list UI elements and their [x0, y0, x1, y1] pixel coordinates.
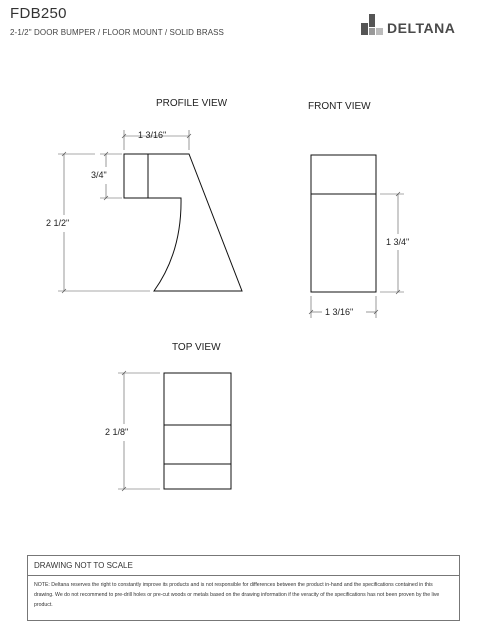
product-description: 2-1/2" DOOR BUMPER / FLOOR MOUNT / SOLID BRASS [10, 28, 224, 37]
profile-width-label: 1 3/16" [138, 130, 167, 140]
footer-note: NOTE: Deltana reserves the right to constantly improve its products and is not responsible for differences between the product in-hand and the specifications contained in this drawing. We do not recommend to pre-drill holes or pre-cut woods or metals based on the drawing information if the veracity of the specifications has not been proven by the live product. [34, 582, 440, 608]
product-code: FDB250 [10, 5, 67, 22]
front-width-label: 1 3/16" [325, 307, 354, 317]
footer-heading: DRAWING NOT TO SCALE [28, 556, 459, 576]
profile-top-height-label: 3/4" [91, 170, 107, 180]
top-view-title: TOP VIEW [172, 342, 221, 353]
footer-box [27, 555, 460, 621]
profile-overall-height-label: 2 1/2" [46, 218, 70, 228]
profile-view-outline [124, 154, 242, 291]
top-view-outline [164, 373, 231, 489]
front-view-outline [311, 155, 376, 292]
brand-name: DELTANA [387, 20, 456, 36]
front-view-title: FRONT VIEW [308, 101, 371, 112]
profile-view-title: PROFILE VIEW [156, 98, 228, 109]
top-depth-label: 2 1/8" [105, 427, 129, 437]
front-height-label: 1 3/4" [386, 237, 410, 247]
